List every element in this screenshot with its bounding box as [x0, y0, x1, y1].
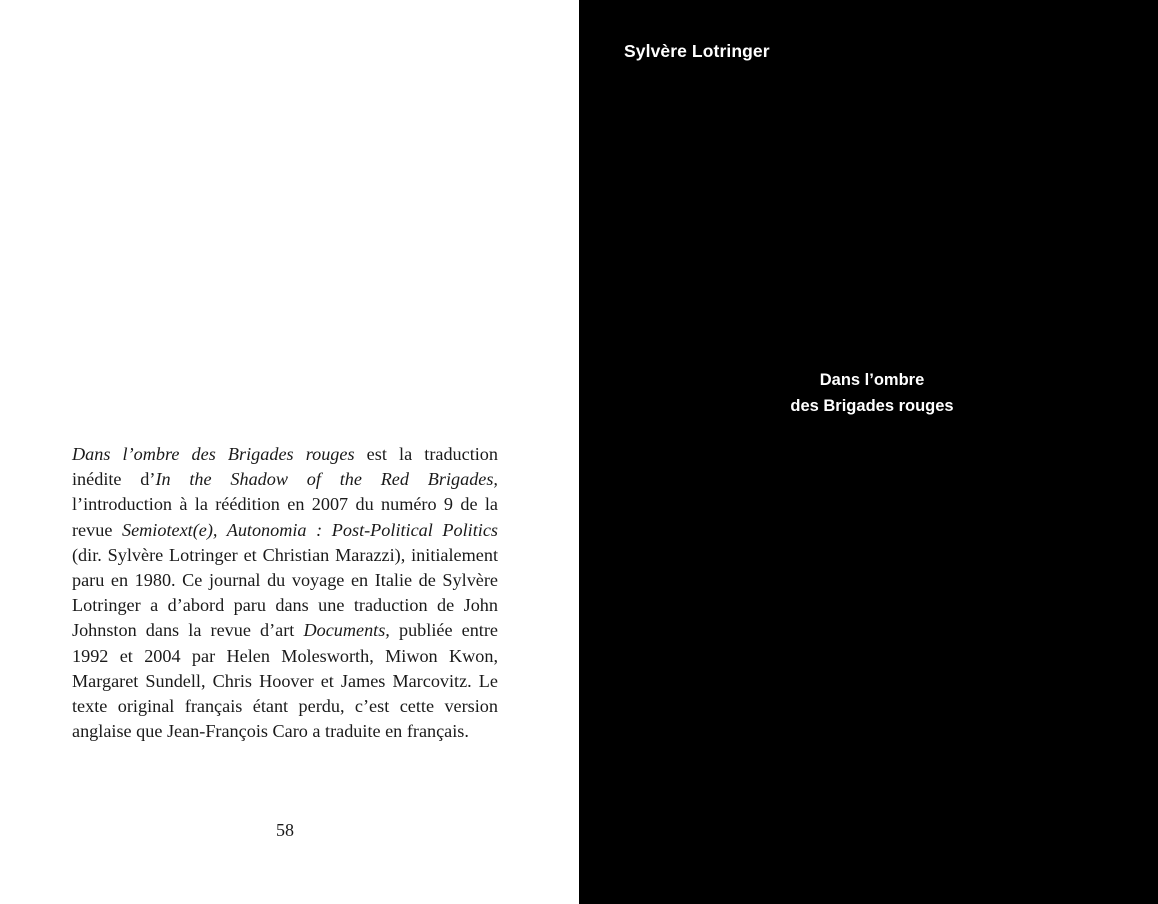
colophon-segment: (dir. Sylvère Lotringer et Christian Marazzi), initialement paru en 1980. Ce journal du voyage en Italie de Sylvère Lotringer a d’abord paru dans une traduction de John Johnston dans la revue d’art [72, 544, 498, 641]
colophon-original-title-italic: In the Shadow of the Red Brigades, [155, 469, 498, 490]
book-title-line-2: des Brigades rouges [790, 396, 954, 415]
book-title-line-1: Dans l’ombre [819, 371, 925, 389]
colophon-documents-italic: Documents, [303, 620, 390, 641]
book-title [579, 368, 1158, 419]
page-number: 58 [276, 820, 294, 840]
colophon-segment: publiée entre 1992 et 2004 par Helen Molesworth, Miwon Kwon, Margaret Sundell, Chris Hoover et James Marcovitz. Le texte original français étant perdu, c’est cette version anglaise que Jean-François Caro a traduite en français. [72, 620, 498, 742]
colophon-text [72, 442, 498, 744]
colophon-segment: l’introduction à la réédition en 2007 du numéro 9 de la revue [72, 494, 498, 540]
author-name: Sylvère Lotringer [624, 41, 770, 61]
colophon-title-italic: Dans l’ombre des Brigades rouges [72, 444, 355, 464]
colophon-review-title-italic: Semiotext(e), Autonomia : Post-Political Politics [122, 519, 498, 540]
right-page [579, 0, 1158, 904]
colophon-segment: est la traduction inédite d’ [72, 444, 498, 490]
